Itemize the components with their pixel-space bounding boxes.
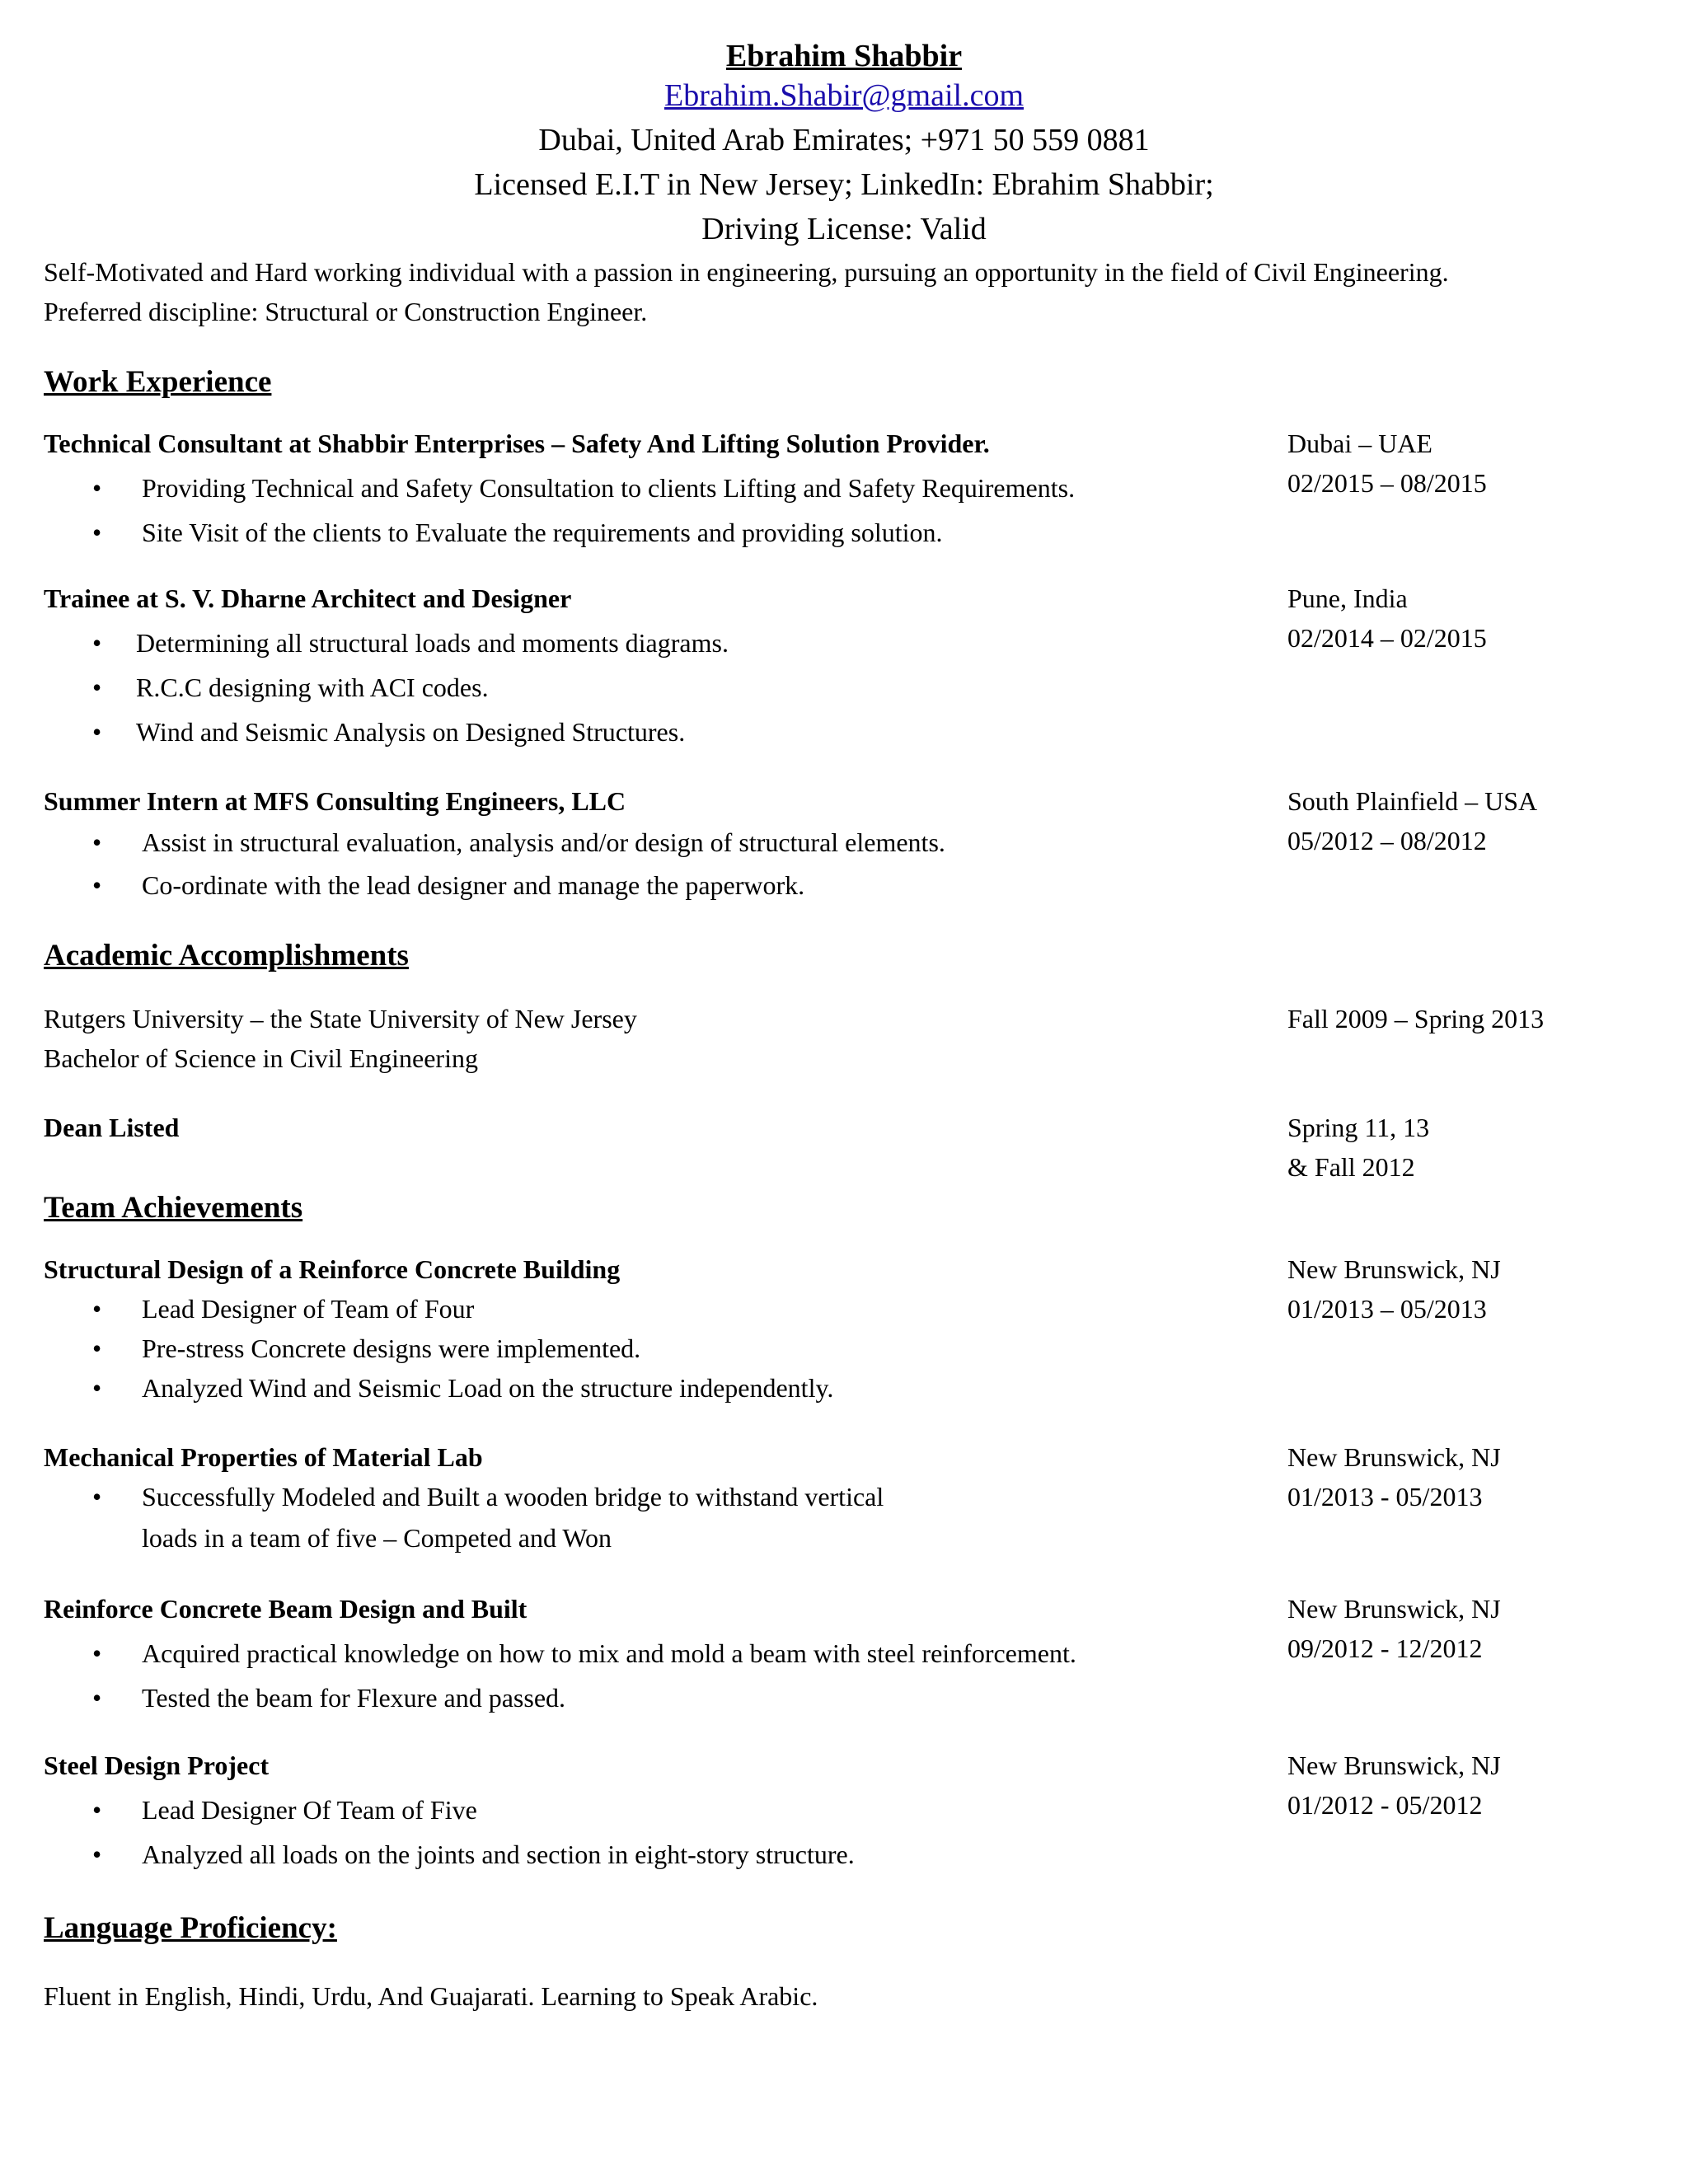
list-item — [0, 518, 1236, 551]
university-name: Rutgers University – the State University of New Jersey — [44, 1004, 637, 1033]
bullet-icon: • — [92, 1683, 102, 1713]
list-item — [0, 473, 1236, 506]
list-item-text: Lead Designer Of Team of Five — [142, 1795, 477, 1825]
list-item — [0, 673, 1236, 705]
bullet-icon: • — [92, 827, 102, 857]
list-item-continuation — [0, 1523, 1236, 1556]
project-dates: 01/2012 - 05/2012 — [1287, 1790, 1483, 1820]
job-dates: 02/2015 – 08/2015 — [1287, 468, 1487, 498]
project-location: New Brunswick, NJ — [1287, 1594, 1501, 1624]
list-item-text: Lead Designer of Team of Four — [142, 1294, 475, 1324]
project-title: Structural Design of a Reinforce Concrete Building — [44, 1254, 621, 1284]
list-item-text: Successfully Modeled and Built a wooden bridge to withstand vertical — [142, 1482, 884, 1511]
project-location: New Brunswick, NJ — [1287, 1254, 1501, 1284]
bullet-icon: • — [92, 1294, 102, 1324]
dean-list-dates: Spring 11, 13 — [1287, 1113, 1430, 1142]
dean-list-dates-2: & Fall 2012 — [1287, 1152, 1415, 1182]
list-item — [0, 628, 1236, 661]
bullet-icon: • — [92, 1482, 102, 1511]
list-item-text: Determining all structural loads and moments diagrams. — [136, 628, 729, 658]
list-item — [0, 1683, 1236, 1716]
job-dates: 02/2014 – 02/2015 — [1287, 623, 1487, 653]
summary-line-1: Self-Motivated and Hard working individual with a passion in engineering, pursuing an opportunity in the field of Civil Engineering. — [44, 257, 1449, 287]
bullet-icon: • — [92, 628, 102, 658]
bullet-icon: • — [92, 1333, 102, 1363]
list-item-text: R.C.C designing with ACI codes. — [136, 673, 489, 702]
project-title: Mechanical Properties of Material Lab — [44, 1442, 483, 1472]
list-item-text: Co-ordinate with the lead designer and manage the paperwork. — [142, 870, 805, 900]
summary-line-2: Preferred discipline: Structural or Construction Engineer. — [44, 297, 648, 326]
bullet-icon: • — [92, 1840, 102, 1869]
bullet-icon: • — [92, 473, 102, 503]
project-dates: 01/2013 – 05/2013 — [1287, 1294, 1487, 1324]
list-item — [0, 1482, 1236, 1515]
list-item-text: Providing Technical and Safety Consultation to clients Lifting and Safety Requirements. — [142, 473, 1076, 503]
list-item — [0, 1795, 1236, 1828]
email-link[interactable]: Ebrahim.Shabir@gmail.com — [663, 78, 1025, 113]
job-location: Dubai – UAE — [1287, 429, 1432, 458]
list-item-text: Tested the beam for Flexure and passed. — [142, 1683, 566, 1713]
list-item — [0, 1373, 1236, 1406]
driving-license: Driving License: Valid — [701, 212, 987, 246]
job-title: Summer Intern at MFS Consulting Engineers, LLC — [44, 786, 626, 816]
language-text: Fluent in English, Hindi, Urdu, And Guajarati. Learning to Speak Arabic. — [44, 1981, 818, 2011]
list-item-text: Acquired practical knowledge on how to mix and mold a beam with steel reinforcement. — [142, 1638, 1076, 1668]
project-dates: 01/2013 - 05/2013 — [1287, 1482, 1483, 1511]
list-item — [0, 827, 1236, 860]
section-title-team: Team Achievements — [44, 1191, 303, 1225]
list-item — [0, 717, 1236, 750]
bullet-icon: • — [92, 673, 102, 702]
candidate-name: Ebrahim Shabbir — [725, 39, 963, 73]
list-item-text: Pre-stress Concrete designs were implemented. — [142, 1333, 641, 1363]
bullet-icon: • — [92, 1795, 102, 1825]
list-item — [0, 1638, 1236, 1671]
bullet-icon: • — [92, 870, 102, 900]
list-item-text: Analyzed Wind and Seismic Load on the structure independently. — [142, 1373, 834, 1403]
list-item — [0, 1333, 1236, 1366]
bullet-icon: • — [92, 1638, 102, 1668]
project-title: Reinforce Concrete Beam Design and Built — [44, 1594, 528, 1624]
location-phone: Dubai, United Arab Emirates; +971 50 559 0881 — [538, 123, 1150, 157]
bullet-icon: • — [92, 518, 102, 547]
project-title: Steel Design Project — [44, 1750, 270, 1780]
section-title-academic: Academic Accomplishments — [44, 939, 409, 972]
section-title-language: Language Proficiency: — [44, 1911, 337, 1945]
job-dates: 05/2012 – 08/2012 — [1287, 826, 1487, 855]
list-item-text: Wind and Seismic Analysis on Designed Structures. — [136, 717, 686, 747]
job-title: Trainee at S. V. Dharne Architect and Designer — [44, 583, 572, 613]
list-item-text: Site Visit of the clients to Evaluate the requirements and providing solution. — [142, 518, 943, 547]
project-location: New Brunswick, NJ — [1287, 1442, 1501, 1472]
list-item-text: Assist in structural evaluation, analysis and/or design of structural elements. — [142, 827, 945, 857]
list-item — [0, 1840, 1236, 1872]
job-location: South Plainfield – USA — [1287, 786, 1538, 816]
section-title-work-experience: Work Experience — [44, 365, 272, 399]
university-dates: Fall 2009 – Spring 2013 — [1287, 1004, 1545, 1033]
job-location: Pune, India — [1287, 583, 1408, 613]
license-linkedin: Licensed E.I.T in New Jersey; LinkedIn: Ebrahim Shabbir; — [474, 167, 1214, 202]
list-item-text: Analyzed all loads on the joints and section in eight-story structure. — [142, 1840, 855, 1869]
job-title: Technical Consultant at Shabbir Enterprises – Safety And Lifting Solution Provider. — [44, 429, 990, 458]
project-location: New Brunswick, NJ — [1287, 1750, 1501, 1780]
list-item — [0, 1294, 1236, 1327]
bullet-icon: • — [92, 1373, 102, 1403]
bullet-icon: • — [92, 717, 102, 747]
list-item — [0, 870, 1236, 903]
degree-name: Bachelor of Science in Civil Engineering — [44, 1043, 478, 1073]
dean-list-title: Dean Listed — [44, 1113, 180, 1142]
project-dates: 09/2012 - 12/2012 — [1287, 1633, 1483, 1663]
list-item-text: loads in a team of five – Competed and Won — [142, 1523, 612, 1553]
